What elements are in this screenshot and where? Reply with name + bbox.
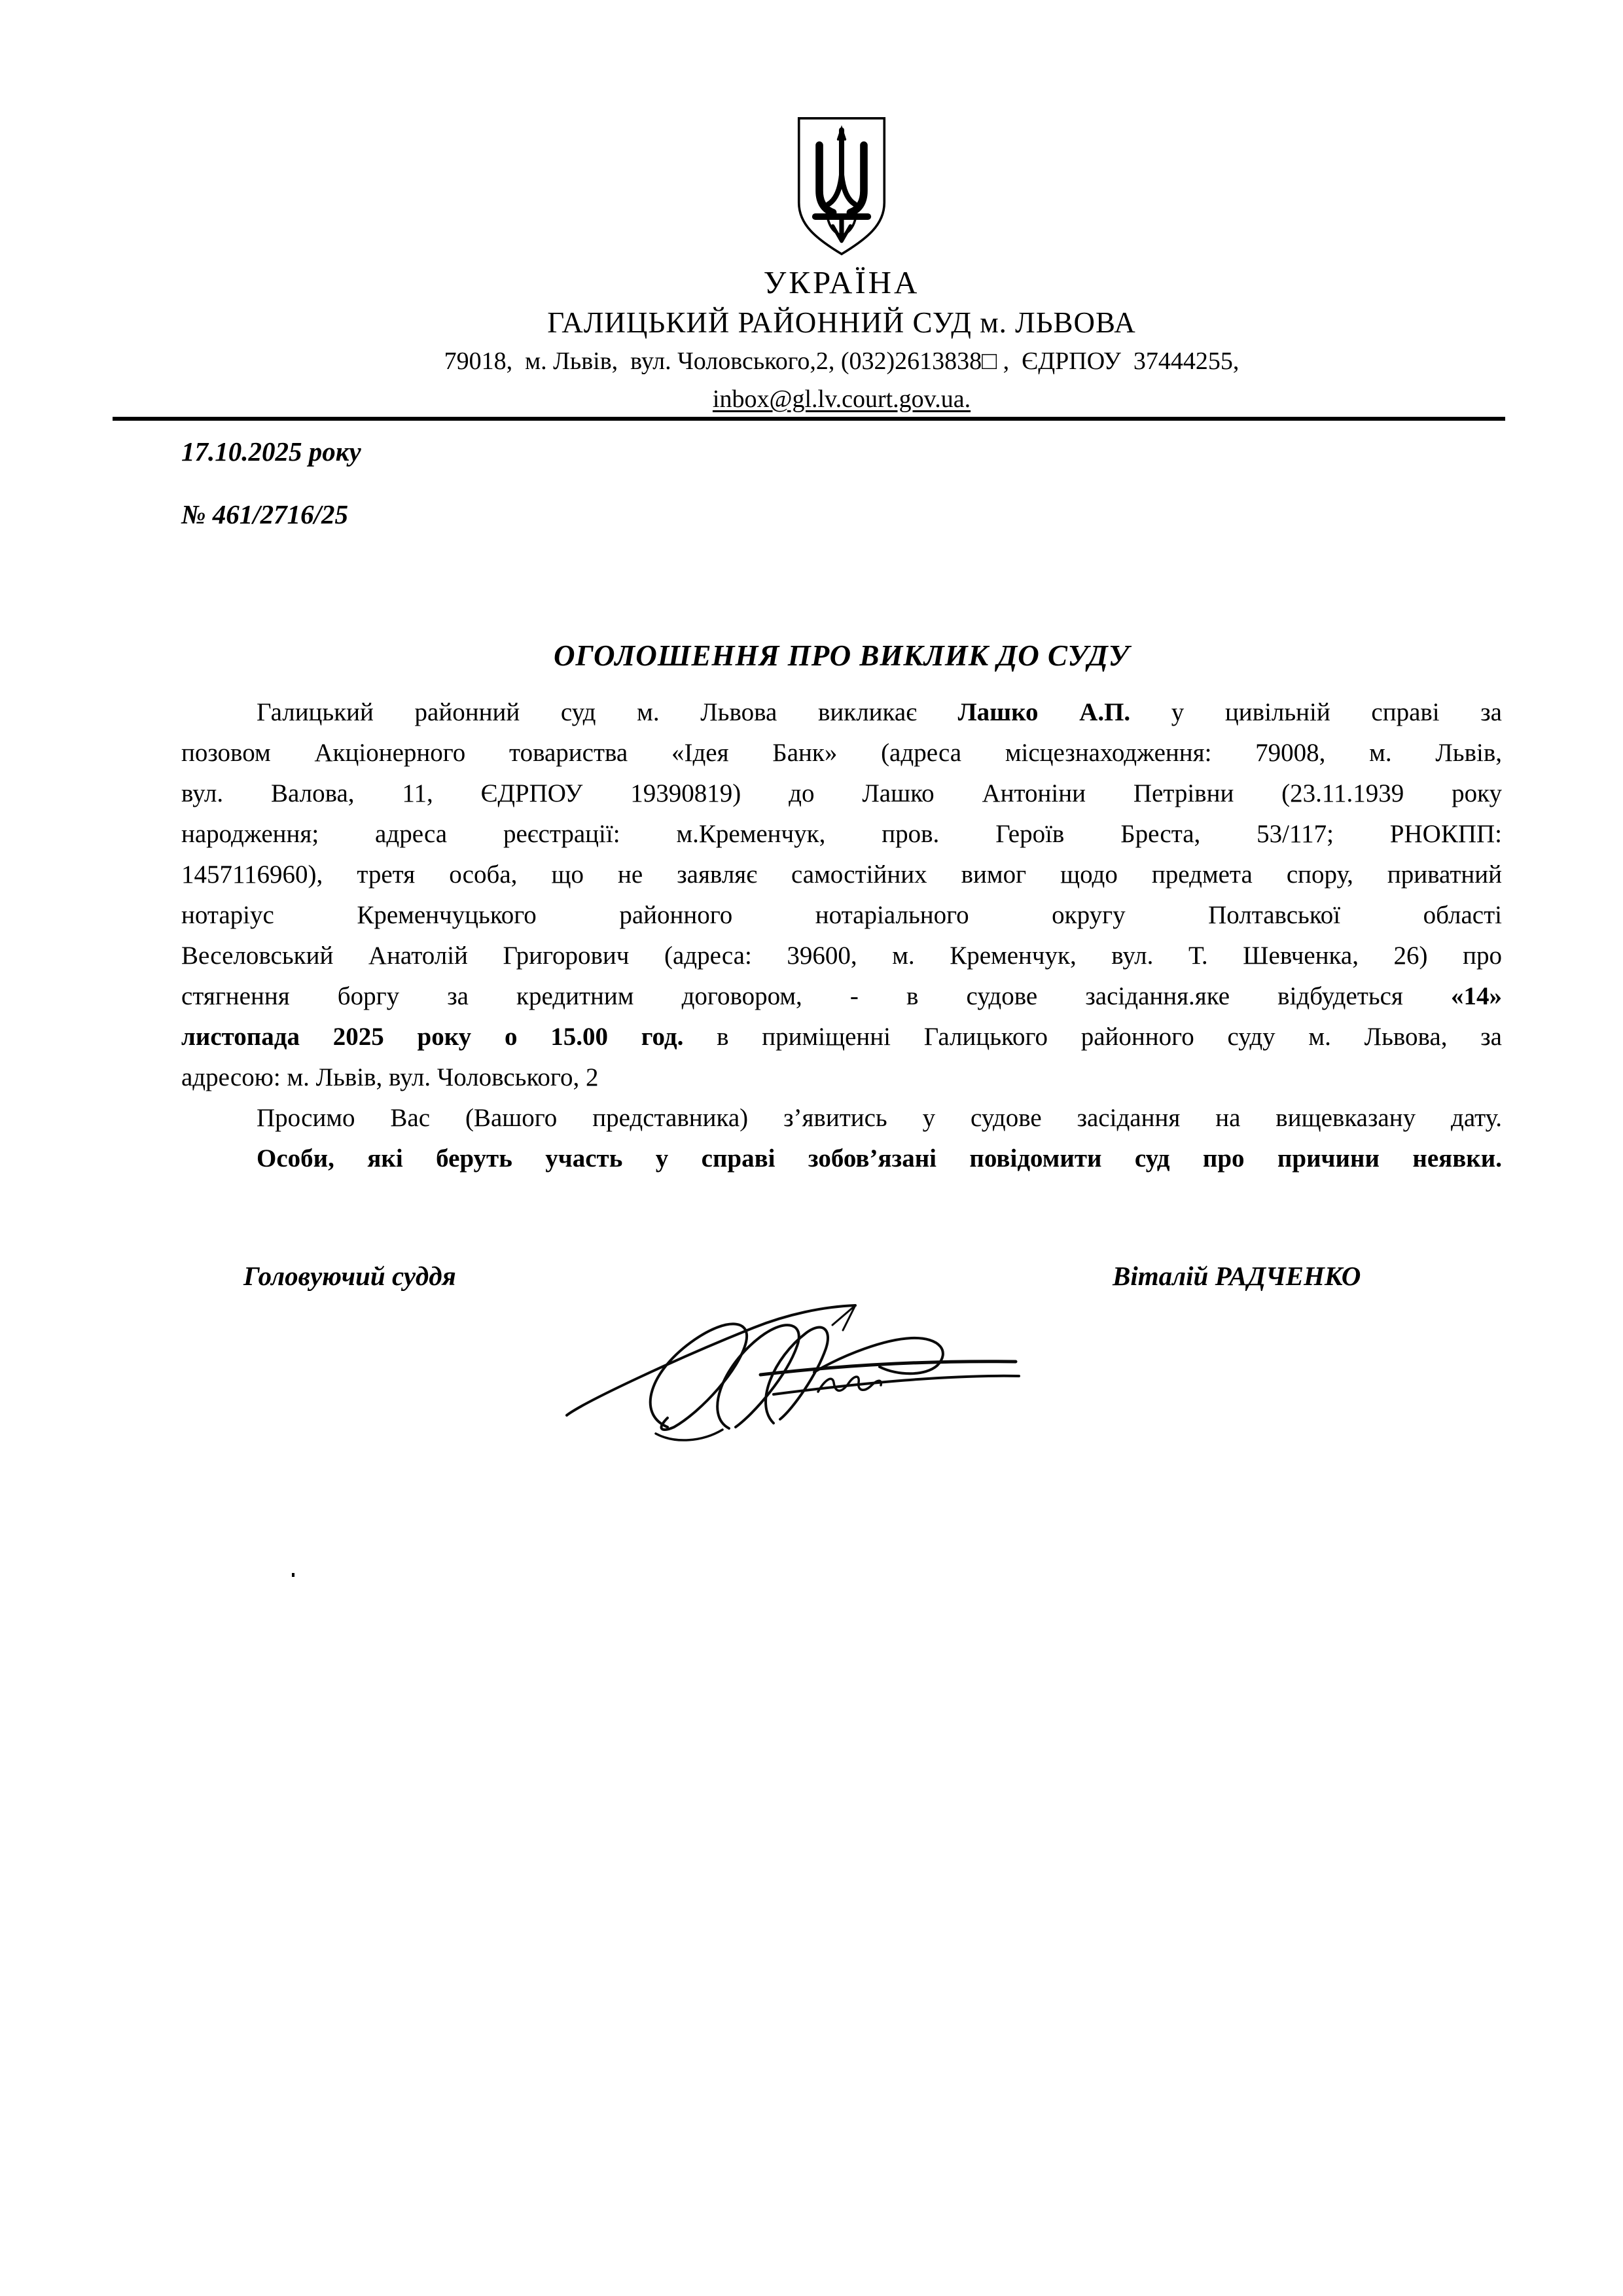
body-text: адресою: м. Львів, вул. Чоловського, 2: [181, 1063, 599, 1091]
handwritten-signature-icon: [558, 1299, 1022, 1456]
body-text: в приміщенні Галицького районного суду м. Львова, за: [683, 1023, 1502, 1051]
header-divider: [113, 417, 1505, 421]
scan-artifact-dot: [292, 1573, 294, 1577]
body-line: [181, 976, 1502, 1017]
body-text: Галицький районний суд м. Львова викликає: [257, 698, 958, 726]
body-text-bold: Лашко А.П.: [957, 698, 1131, 726]
ukraine-trident-emblem-icon: [792, 110, 891, 263]
document-title: ОГОЛОШЕННЯ ПРО ВИКЛИК ДО СУДУ: [553, 639, 1130, 672]
body-line: [181, 773, 1502, 814]
body-paragraph: [181, 692, 1502, 1179]
body-line: [181, 936, 1502, 976]
body-line: [181, 1098, 1502, 1139]
body-text: Просимо Вас (Вашого представника) з’явитись у судове засідання на вищевказану дату.: [257, 1104, 1502, 1132]
body-line: [181, 1017, 1502, 1057]
body-line: [181, 692, 1502, 733]
body-line: [181, 1057, 1502, 1098]
body-line: [181, 733, 1502, 773]
body-text-bold: «14»: [1451, 982, 1502, 1010]
body-text: нотаріус Кременчуцького районного нотаріального округу Полтавської області: [181, 901, 1502, 929]
body-text: 1457116960), третя особа, що не заявляє самостійних вимог щодо предмета спору, приватний: [181, 860, 1502, 889]
judge-name: Віталій РАДЧЕНКО: [1113, 1261, 1361, 1291]
court-address-line: 79018, м. Львів, вул. Чоловського,2, (032)2613838□ , ЄДРПОУ 37444255,: [444, 347, 1240, 375]
case-number: № 461/2716/25: [181, 499, 349, 529]
country-name: УКРАЇНА: [763, 264, 920, 300]
court-email: inbox@gl.lv.court.gov.ua.: [712, 385, 971, 413]
document-date: 17.10.2025 року: [181, 436, 361, 467]
body-text: вул. Валова, 11, ЄДРПОУ 19390819) до Лашко Антоніни Петрівни (23.11.1939 року: [181, 779, 1502, 807]
body-text: позовом Акціонерного товариства «Ідея Банк» (адреса місцезнаходження: 79008, м. Львів,: [181, 739, 1502, 767]
body-text-bold: листопада 2025 року о 15.00 год.: [181, 1023, 684, 1051]
body-text: народження; адреса реєстрації: м.Кременчук, пров. Героїв Бреста, 53/117; РНОКПП:: [181, 820, 1502, 848]
body-text: Веселовський Анатолій Григорович (адреса: 39600, м. Кременчук, вул. Т. Шевченка, 26) про: [181, 942, 1502, 970]
body-text: стягнення боргу за кредитним договором, - в судове засідання.яке відбудеться: [181, 982, 1451, 1010]
body-text-bold: Особи, які беруть участь у справі зобов’язані повідомити суд про причини неявки.: [257, 1144, 1502, 1173]
court-name: ГАЛИЦЬКИЙ РАЙОННИЙ СУД м. ЛЬВОВА: [547, 306, 1136, 339]
body-text: у цивільній справі за: [1130, 698, 1502, 726]
body-line: [181, 814, 1502, 855]
document-header: [181, 110, 1502, 414]
body-line: [181, 1139, 1502, 1179]
presiding-judge-label: Головуючий суддя: [243, 1261, 456, 1291]
body-line: [181, 855, 1502, 895]
body-line: [181, 895, 1502, 936]
